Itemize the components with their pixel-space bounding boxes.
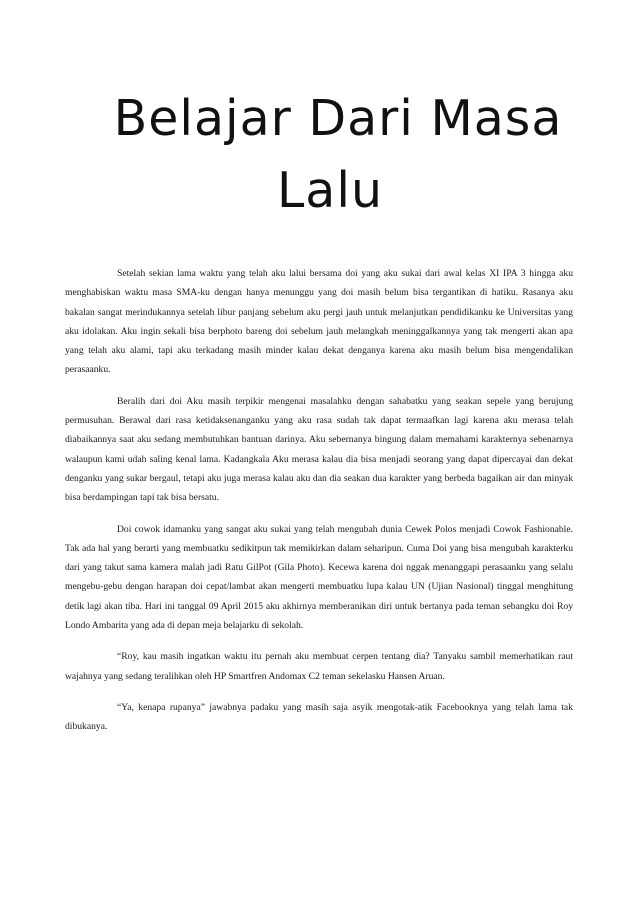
paragraph-2: Beralih dari doi Aku masih terpikir mengenai masalahku dengan sahabatku yang seakan sepele yang berujung permusuhan. Berawal dari rasa ketidaksenanganku yang aku rasa sudah tak dapat termaafkan lagi karena aku merasa telah diabaikannya saat aku sedang membutuhkan bantuan darinya. Aku sebernanya bingung dalam memahami karakternya sebenarnya walaupun kami udah saling kenal lama. Kadangkala Aku merasa kalau dia bisa menjadi seorang yang dapat dipercayai dan dekat denganku yang sukar bergaul, tetapi aku juga merasa kalau aku dan dia seakan dua karakter yang berbeda bagaikan air dan minyak bisa berdampingan tapi tak bisa bersatu.	[65, 395, 573, 504]
title-line-2: Lalu	[277, 162, 383, 219]
title-line-1: Belajar Dari Masa	[113, 90, 563, 147]
paragraph-1: Setelah sekian lama waktu yang telah aku lalui bersama doi yang aku sukai dari awal kelas XI IPA 3 hingga aku menghabiskan waktu masa SMA-ku dengan hanya menunggu yang doi masih belum bisa tergantikan di hatiku. Rasanya aku bakalan sangat merindukannya setelah libur panjang sebelum aku pergi jauh untuk melanjutkan pendidikanku ke Universitas yang aku idolakan. Aku ingin sekali bisa berphoto bareng doi sebelum jauh melangkah meninggalkannya yang tak mengerti akan apa yang telah aku alami, tapi aku terkadang masih minder kalau dekat denganya karena aku masih belum bisa mengendalikan perasaanku.	[65, 268, 573, 376]
story-body	[65, 264, 573, 749]
paragraph-4: “Roy, kau masih ingatkan waktu itu pernah aku membuat cerpen tentang dia? Tanyaku sambil memerhatikan raut wajahnya yang sedang teralihkan oleh HP Smartfren Andomax C2 teman sekelasku Hansen Aruan.	[65, 651, 573, 682]
paragraph-5: “Ya, kenapa rupanya” jawabnya padaku yang masih saja asyik mengotak-atik Facebooknya yang telah lama tak dibukanya.	[65, 701, 573, 733]
paragraph-3: Doi cowok idamanku yang sangat aku sukai yang telah mengubah dunia Cewek Polos menjadi Cowok Fashionable. Tak ada hal yang berarti yang membuatku sedikitpun tak memikirkan dalam seharipun. Cuma Doi yang bisa mengubah karakterku dari yang takut sama kamera malah jadi Ratu GilPot (Gila Photo). Kecewa karena doi nggak menanggapi perasaanku yang selalu mengebu-gebu dengan harapan doi cepat/lambat akan mengerti membuatku lupa kalau UN (Ujian Nasional) tinggal menghitung detik lagi akan tiba. Hari ini tanggal 09 April 2015 aku akhirnya memberanikan diri untuk bertanya pada teman sebangku doi Roy Londo Ambarita yang ada di depan meja belajarku di sekolah.	[65, 523, 573, 632]
